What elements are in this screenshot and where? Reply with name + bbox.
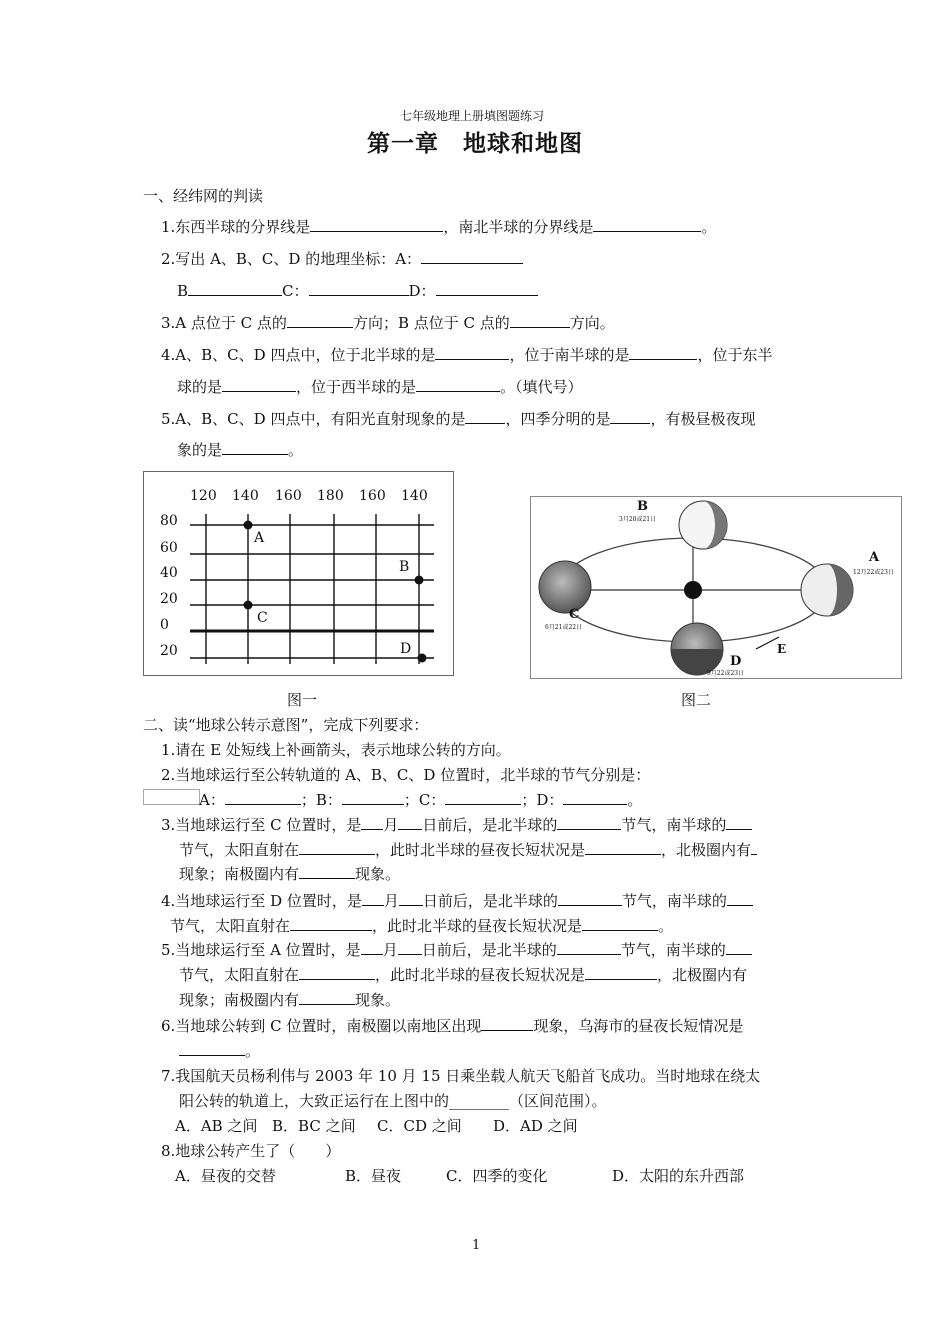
lat-label: 40 xyxy=(160,565,178,581)
page-number: 1 xyxy=(472,1238,481,1253)
point-label-d: D xyxy=(400,641,412,657)
s2-q6-line2: 。 xyxy=(179,1041,260,1061)
label-e: E xyxy=(777,642,787,656)
lat-label: 0 xyxy=(160,617,169,633)
s2-q7-option-a: A．AB 之间 xyxy=(175,1117,258,1135)
s2-q3-line3: 现象；南极圈内有 现象。 xyxy=(179,865,401,883)
label-a: A xyxy=(869,550,880,565)
s2-q7-option-b: B．BC 之间 xyxy=(272,1117,356,1135)
earth-b-icon xyxy=(679,501,727,549)
s2-q7-option-c: C．CD 之间 xyxy=(377,1117,462,1135)
s2-q7-line2: 阳公转的轨道上，大致正运行在上图中的________（区间范围）。 xyxy=(179,1092,607,1110)
e-arrow-line xyxy=(756,637,779,649)
point-a xyxy=(244,521,253,530)
s2-q4-line1: 4.当地球运行至 D 位置时，是 月 日前后，是北半球的 节气，南半球的 xyxy=(161,891,753,911)
point-c xyxy=(244,601,253,610)
s2-q7-line1: 7.我国航天员杨利伟与 2003 年 10 月 15 日乘坐载人航天飞船首飞成功。当时地球在绕太 xyxy=(161,1067,761,1085)
s2-q6-line1: 6.当地球公转到 C 位置时，南极圈以南地区出现 现象，乌海市的昼夜长短情况是 xyxy=(161,1017,744,1035)
s2-q2-line1: 2.当地球运行至公转轨道的 A、B、C、D 位置时，北半球的节气分别是： xyxy=(161,766,651,784)
s1-q2-line2: B C： D： xyxy=(177,281,538,301)
section1-heading: 一、经纬网的判读 xyxy=(143,187,264,205)
s2-q5-line1: 5.当地球运行至 A 位置时，是 月 日前后，是北半球的 节气，南半球的 xyxy=(161,940,752,960)
figure2-caption: 图二 xyxy=(681,691,712,709)
figure1-grid xyxy=(143,471,454,676)
earth-d-icon xyxy=(671,623,723,675)
s2-q5-line3: 现象；南极圈内有 现象。 xyxy=(179,991,401,1009)
s1-q5-line2: 象的是 。 xyxy=(177,441,304,459)
label-d: D xyxy=(730,654,742,669)
date-d: 9月22或23日 xyxy=(707,670,745,677)
point-label-c: C xyxy=(257,610,268,626)
lon-label: 160 xyxy=(359,488,386,504)
figure1-caption: 图一 xyxy=(287,691,318,709)
s2-q3-line1: 3.当地球运行至 C 位置时，是 月 日前后，是北半球的 节气，南半球的 xyxy=(161,815,752,835)
figure2-orbit xyxy=(530,496,902,679)
lat-label: 60 xyxy=(160,540,178,556)
s2-q3-line2: 节气，太阳直射在 ，此时北半球的昼夜长短状况是 ，北极圈内有 xyxy=(179,840,757,860)
lat-label: 80 xyxy=(160,513,178,529)
s1-q4-line1: 4.A、B、C、D 四点中，位于北半球的是 ，位于南半球的是 ，位于东半 xyxy=(161,346,773,364)
lon-label: 120 xyxy=(190,488,217,504)
answer-box xyxy=(143,789,200,805)
sun-icon xyxy=(684,581,702,599)
earth-a-icon xyxy=(801,564,853,616)
date-b: 3月20或21日 xyxy=(619,516,657,523)
lat-label: 20 xyxy=(160,591,178,607)
s2-q1: 1.请在 E 处短线上补画箭头，表示地球公转的方向。 xyxy=(161,741,511,759)
lon-label: 140 xyxy=(401,488,428,504)
s2-q8-option-d: D．太阳的东升西部 xyxy=(612,1167,745,1185)
point-b xyxy=(415,576,424,585)
date-a: 12月22或23日 xyxy=(853,569,894,576)
point-label-b: B xyxy=(399,559,410,575)
s2-q8-option-b: B．昼夜 xyxy=(345,1167,402,1185)
lon-label: 160 xyxy=(275,488,302,504)
page-subtitle: 七年级地理上册填图题练习 xyxy=(400,109,545,123)
s2-q5-line2: 节气，太阳直射在 ，此时北半球的昼夜长短状况是 ，北极圈内有 xyxy=(179,966,748,984)
earth-c-icon xyxy=(539,561,591,613)
s1-q4-line2: 球的是 ，位于西半球的是 。（填代号） xyxy=(177,378,583,396)
point-d xyxy=(418,654,427,663)
s2-q8: 8.地球公转产生了（ ） xyxy=(161,1142,341,1160)
s2-q2-line2: A： ；B： ；C： ；D： 。 xyxy=(199,791,643,809)
s1-q5-line1: 5.A、B、C、D 四点中，有阳光直射现象的是 ，四季分明的是 ，有极昼极夜现 xyxy=(161,410,756,428)
s1-q2-line1: 2.写出 A、B、C、D 的地理坐标：A： xyxy=(161,249,523,269)
date-c: 6月21或22日 xyxy=(545,624,583,631)
lat-label: 20 xyxy=(160,643,178,659)
label-b: B xyxy=(637,499,648,514)
s2-q8-option-c: C．四季的变化 xyxy=(446,1167,548,1185)
page-title: 第一章 地球和地图 xyxy=(367,131,583,157)
s2-q7-option-d: D．AD 之间 xyxy=(493,1117,578,1135)
lon-label: 140 xyxy=(232,488,259,504)
section2-heading: 二、读“地球公转示意图”，完成下列要求： xyxy=(143,716,429,734)
label-c: C xyxy=(569,607,580,622)
s1-q3: 3.A 点位于 C 点的 方向；B 点位于 C 点的 方向。 xyxy=(161,314,615,332)
s2-q4-line2: 节气，太阳直射在 ，此时北半球的昼夜长短状况是 。 xyxy=(170,917,674,935)
lon-label: 180 xyxy=(317,488,344,504)
s1-q1: 1.东西半球的分界线是 ，南北半球的分界线是 。 xyxy=(161,218,717,236)
point-label-a: A xyxy=(254,530,265,546)
grid-lines xyxy=(190,514,434,664)
s2-q8-option-a: A．昼夜的交替 xyxy=(175,1167,276,1185)
